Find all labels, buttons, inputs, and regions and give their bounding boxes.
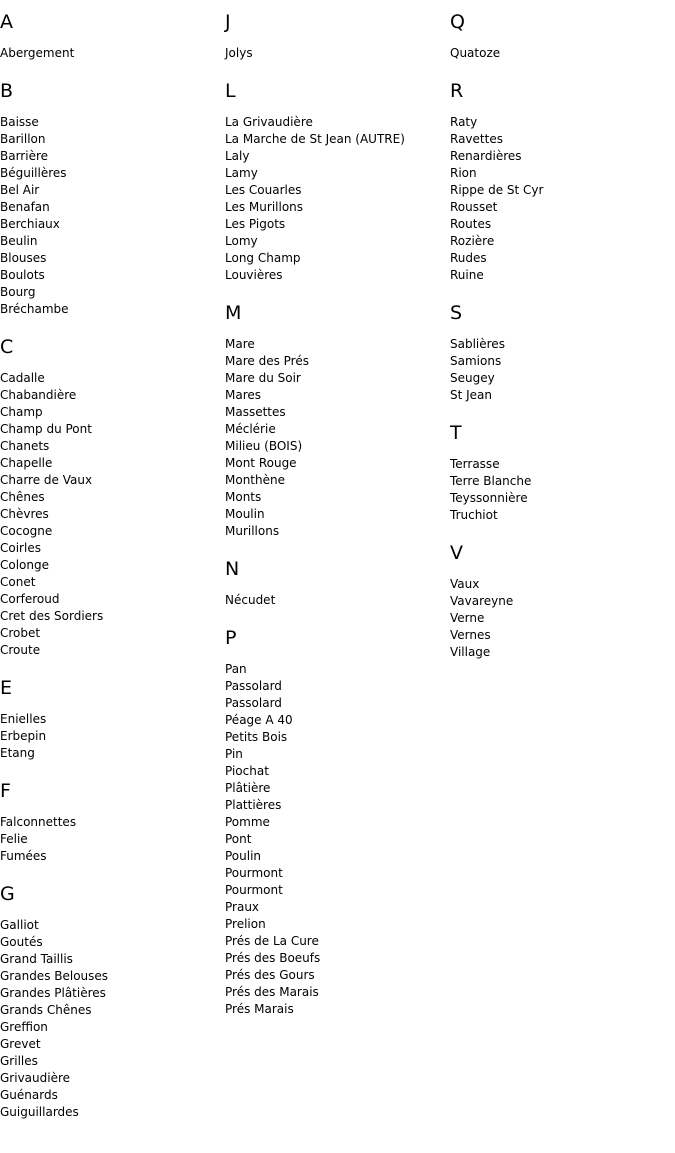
place-link[interactable]: Mare xyxy=(225,337,255,351)
place-link[interactable]: Grilles xyxy=(0,1054,38,1068)
place-link[interactable]: Blouses xyxy=(0,251,47,265)
place-link[interactable]: Ravettes xyxy=(450,132,503,146)
place-link[interactable]: Boulots xyxy=(0,268,45,282)
place-link[interactable]: Grand Taillis xyxy=(0,952,73,966)
place-link[interactable]: Bel Air xyxy=(0,183,40,197)
place-link[interactable]: Vernes xyxy=(450,628,491,642)
letter-heading: M xyxy=(225,302,242,324)
place-list xyxy=(450,336,675,404)
place-link[interactable]: Péage A 40 xyxy=(225,713,293,727)
place-link[interactable]: Sablières xyxy=(450,337,505,351)
place-link[interactable]: Petits Bois xyxy=(225,730,288,744)
place-link[interactable]: Fumées xyxy=(0,849,47,863)
place-link[interactable]: Grivaudière xyxy=(0,1071,71,1085)
letter-heading: P xyxy=(225,627,237,649)
place-link[interactable]: Monts xyxy=(225,490,262,504)
place-link[interactable]: Quatoze xyxy=(450,46,501,60)
place-link[interactable]: Chanets xyxy=(0,439,50,453)
place-link[interactable]: Nécudet xyxy=(225,593,276,607)
place-list xyxy=(450,456,675,524)
letter-group xyxy=(450,11,675,62)
place-link[interactable]: Conet xyxy=(0,575,36,589)
letter-heading: S xyxy=(450,302,463,324)
place-link[interactable]: Pourmont xyxy=(225,883,283,897)
place-link[interactable]: Prés de La Cure xyxy=(225,934,319,948)
place-link[interactable]: Goutés xyxy=(0,935,43,949)
letter-group xyxy=(0,80,225,318)
place-link[interactable]: Falconnettes xyxy=(0,815,77,829)
letter-group xyxy=(225,80,450,284)
index-column-1 xyxy=(0,11,225,1139)
place-link[interactable]: Les Couarles xyxy=(225,183,302,197)
place-list xyxy=(225,45,450,62)
letter-group xyxy=(450,80,675,284)
place-link[interactable]: Plattières xyxy=(225,798,282,812)
place-link[interactable]: Guénards xyxy=(0,1088,58,1102)
letter-heading: B xyxy=(0,80,14,102)
place-link[interactable]: Lomy xyxy=(225,234,258,248)
place-link[interactable]: Cocogne xyxy=(0,524,53,538)
letter-group xyxy=(225,11,450,62)
place-link[interactable]: Rudes xyxy=(450,251,487,265)
place-link[interactable]: Erbepin xyxy=(0,729,47,743)
place-link[interactable]: Massettes xyxy=(225,405,286,419)
place-link[interactable]: Praux xyxy=(225,900,260,914)
letter-group xyxy=(0,336,225,659)
place-link[interactable]: Les Pigots xyxy=(225,217,286,231)
place-link[interactable]: Charre de Vaux xyxy=(0,473,93,487)
place-list xyxy=(0,814,225,865)
place-list xyxy=(0,370,225,659)
place-link[interactable]: Terrasse xyxy=(450,457,500,471)
place-link[interactable]: Raty xyxy=(450,115,478,129)
place-link[interactable]: Seugey xyxy=(450,371,495,385)
place-link[interactable]: Abergement xyxy=(0,46,75,60)
place-link[interactable]: Felie xyxy=(0,832,28,846)
letter-heading: E xyxy=(0,677,13,699)
place-link[interactable]: Coirles xyxy=(0,541,41,555)
place-link[interactable]: Rion xyxy=(450,166,477,180)
place-link[interactable]: Guiguillardes xyxy=(0,1105,79,1119)
letter-group xyxy=(225,627,450,1018)
place-link[interactable]: Cadalle xyxy=(0,371,45,385)
place-link[interactable]: Murillons xyxy=(225,524,280,538)
place-link[interactable]: Ruine xyxy=(450,268,484,282)
place-link[interactable]: Barillon xyxy=(0,132,46,146)
place-link[interactable]: Jolys xyxy=(225,46,253,60)
place-link[interactable]: Prés Marais xyxy=(225,1002,294,1016)
place-link[interactable]: Poulin xyxy=(225,849,262,863)
letter-group xyxy=(0,677,225,762)
place-link[interactable]: Moulin xyxy=(225,507,265,521)
letter-heading: V xyxy=(450,542,463,564)
letter-group xyxy=(450,542,675,661)
place-link[interactable]: Vavareyne xyxy=(450,594,514,608)
letter-heading: T xyxy=(450,422,462,444)
place-link[interactable]: Prés des Marais xyxy=(225,985,319,999)
place-link[interactable]: Méclérie xyxy=(225,422,276,436)
place-link[interactable]: Prés des Boeufs xyxy=(225,951,321,965)
place-list xyxy=(450,114,675,284)
place-link[interactable]: Champ du Pont xyxy=(0,422,92,436)
place-link[interactable]: Pourmont xyxy=(225,866,283,880)
place-link[interactable]: Beulin xyxy=(0,234,38,248)
index-column-3 xyxy=(450,11,675,679)
place-link[interactable]: Terre Blanche xyxy=(450,474,532,488)
place-link[interactable]: Routes xyxy=(450,217,492,231)
place-link[interactable]: Chapelle xyxy=(0,456,53,470)
letter-heading: C xyxy=(0,336,14,358)
place-link[interactable]: Laly xyxy=(225,149,250,163)
place-link[interactable]: Long Champ xyxy=(225,251,301,265)
place-list xyxy=(225,661,450,1018)
place-link[interactable]: Galliot xyxy=(0,918,39,932)
letter-heading: A xyxy=(0,11,13,33)
place-link[interactable]: Monthène xyxy=(225,473,285,487)
letter-group xyxy=(0,11,225,62)
place-link[interactable]: Mare du Soir xyxy=(225,371,301,385)
place-link[interactable]: La Marche de St Jean (AUTRE) xyxy=(225,132,405,146)
place-link[interactable]: Etang xyxy=(0,746,35,760)
letter-heading: Q xyxy=(450,11,465,33)
place-link[interactable]: Prelion xyxy=(225,917,266,931)
place-link[interactable]: Mares xyxy=(225,388,262,402)
place-link[interactable]: Grandes Plâtières xyxy=(0,986,106,1000)
place-link[interactable]: Prés des Gours xyxy=(225,968,315,982)
place-link[interactable]: Rozière xyxy=(450,234,495,248)
letter-group xyxy=(0,883,225,1121)
place-list xyxy=(0,711,225,762)
letter-group xyxy=(0,780,225,865)
letter-group xyxy=(225,558,450,609)
place-link[interactable]: Cret des Sordiers xyxy=(0,609,104,623)
place-link[interactable]: Rousset xyxy=(450,200,498,214)
place-link[interactable]: Corferoud xyxy=(0,592,60,606)
letter-heading: N xyxy=(225,558,240,580)
letter-group xyxy=(450,422,675,524)
place-link[interactable]: Chèvres xyxy=(0,507,49,521)
place-link[interactable]: Crobet xyxy=(0,626,41,640)
place-link[interactable]: Béguillères xyxy=(0,166,67,180)
place-link[interactable]: Lamy xyxy=(225,166,258,180)
place-list xyxy=(0,917,225,1121)
place-link[interactable]: Grands Chênes xyxy=(0,1003,92,1017)
place-link[interactable]: Teyssonnière xyxy=(450,491,528,505)
place-link[interactable]: St Jean xyxy=(450,388,493,402)
place-link[interactable]: Chênes xyxy=(0,490,45,504)
place-link[interactable]: La Grivaudière xyxy=(225,115,313,129)
place-link[interactable]: Enielles xyxy=(0,712,47,726)
letter-heading: R xyxy=(450,80,464,102)
letter-group xyxy=(225,302,450,540)
place-link[interactable]: Champ xyxy=(0,405,43,419)
letter-heading: L xyxy=(225,80,236,102)
place-link[interactable]: Plâtière xyxy=(225,781,271,795)
letter-group xyxy=(450,302,675,404)
place-link[interactable]: Samions xyxy=(450,354,502,368)
place-link[interactable]: Pan xyxy=(225,662,247,676)
place-list xyxy=(225,592,450,609)
place-link[interactable]: Vaux xyxy=(450,577,480,591)
place-link[interactable]: Pin xyxy=(225,747,243,761)
place-link[interactable]: Bréchambe xyxy=(0,302,69,316)
place-link[interactable]: Passolard xyxy=(225,696,282,710)
place-link[interactable]: Berchiaux xyxy=(0,217,60,231)
letter-heading: F xyxy=(0,780,11,802)
place-link[interactable]: Mare des Prés xyxy=(225,354,309,368)
place-list xyxy=(450,576,675,661)
place-link[interactable]: Verne xyxy=(450,611,485,625)
place-link[interactable]: Greffion xyxy=(0,1020,48,1034)
place-link[interactable]: Les Murillons xyxy=(225,200,304,214)
place-list xyxy=(225,114,450,284)
place-list xyxy=(225,336,450,540)
place-link[interactable]: Chabandière xyxy=(0,388,77,402)
place-list xyxy=(0,45,225,62)
place-link[interactable]: Baisse xyxy=(0,115,39,129)
letter-heading: G xyxy=(0,883,15,905)
place-link[interactable]: Mont Rouge xyxy=(225,456,297,470)
place-link[interactable]: Passolard xyxy=(225,679,282,693)
place-link[interactable]: Bourg xyxy=(0,285,36,299)
place-link[interactable]: Croute xyxy=(0,643,41,657)
place-link[interactable]: Milieu (BOIS) xyxy=(225,439,303,453)
letter-heading: J xyxy=(225,11,231,33)
index-column-2 xyxy=(225,11,450,1036)
place-link[interactable]: Pomme xyxy=(225,815,270,829)
place-link[interactable]: Pont xyxy=(225,832,252,846)
place-list xyxy=(0,114,225,318)
place-link[interactable]: Grevet xyxy=(0,1037,41,1051)
place-link[interactable]: Rippe de St Cyr xyxy=(450,183,544,197)
place-link[interactable]: Benafan xyxy=(0,200,50,214)
place-link[interactable]: Louvières xyxy=(225,268,283,282)
place-link[interactable]: Renardières xyxy=(450,149,522,163)
place-link[interactable]: Piochat xyxy=(225,764,269,778)
place-link[interactable]: Village xyxy=(450,645,491,659)
place-link[interactable]: Colonge xyxy=(0,558,50,572)
place-link[interactable]: Barrière xyxy=(0,149,49,163)
place-link[interactable]: Truchiot xyxy=(450,508,498,522)
place-link[interactable]: Grandes Belouses xyxy=(0,969,109,983)
place-list xyxy=(450,45,675,62)
